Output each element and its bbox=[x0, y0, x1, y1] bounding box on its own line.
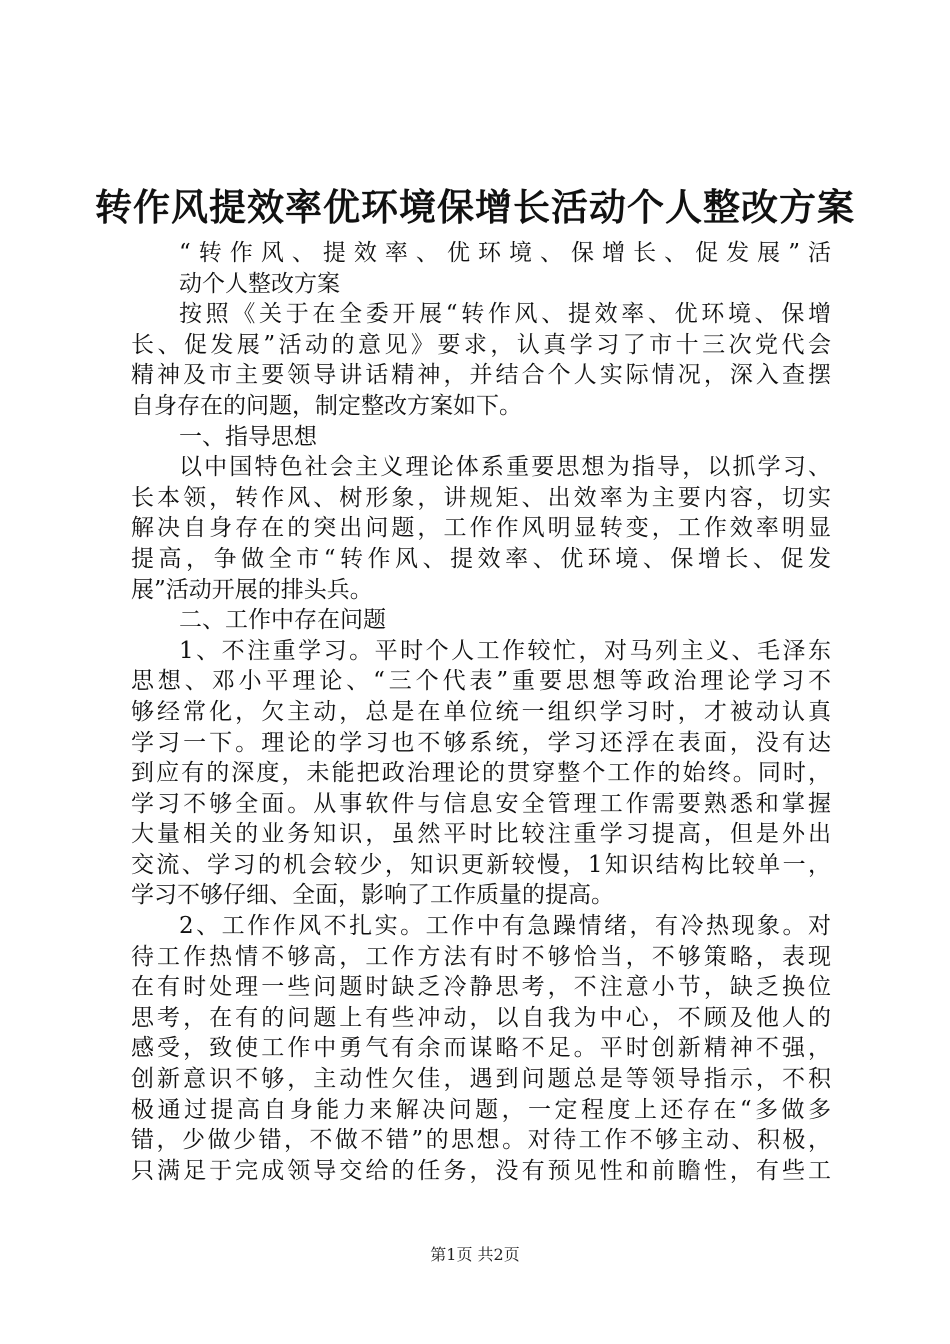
document-title: 转作风提效率优环境保增长活动个人整改方案 bbox=[95, 185, 855, 229]
text-line: 自身存在的问题，制定整改方案如下。 bbox=[131, 392, 522, 419]
section-heading: 二、工作中存在问题 bbox=[179, 607, 386, 634]
text-line: 够经常化，欠主动，总是在单位统一组织学习时，才被动认真 bbox=[131, 698, 831, 725]
text-line: 按照《关于在全委开展“转作风、提效率、优环境、保增 bbox=[179, 301, 831, 328]
text-line: 感受，致使工作中勇气有余而谋略不足。平时创新精神不强， bbox=[131, 1035, 831, 1062]
text-line: 1、不注重学习。平时个人工作较忙，对马列主义、毛泽东 bbox=[179, 637, 831, 664]
text-line: 错，少做少错，不做不错”的思想。对待工作不够主动、积极， bbox=[131, 1127, 831, 1154]
text-line: 2、工作作风不扎实。工作中有急躁情绪，有冷热现象。对 bbox=[179, 913, 831, 940]
text-line: 待工作热情不够高，工作方法有时不够恰当，不够策略，表现 bbox=[131, 943, 831, 970]
text-line: 思考，在有的问题上有些冲动，以自我为中心，不顾及他人的 bbox=[131, 1004, 831, 1031]
text-line: 只满足于完成领导交给的任务，没有预见性和前瞻性，有些工 bbox=[131, 1157, 831, 1184]
text-line: 提高，争做全市“转作风、提效率、优环境、保增长、促发 bbox=[131, 545, 831, 572]
text-line: “转作风、提效率、优环境、保增长、促发展”活 bbox=[179, 240, 831, 266]
text-line: 思想、邓小平理论、“三个代表”重要思想等政治理论学习不 bbox=[131, 668, 831, 695]
text-line: 动个人整改方案 bbox=[179, 270, 340, 297]
text-line: 在有时处理一些问题时缺乏冷静思考，不注意小节，缺乏换位 bbox=[131, 974, 831, 1001]
text-line: 学习一下。理论的学习也不够系统，学习还浮在表面，没有达 bbox=[131, 729, 831, 756]
text-line: 交流、学习的机会较少，知识更新较慢，1知识结构比较单一， bbox=[131, 851, 831, 878]
text-line: 以中国特色社会主义理论体系重要思想为指导，以抓学习、 bbox=[179, 454, 831, 481]
section-heading: 一、指导思想 bbox=[179, 423, 317, 450]
text-line: 学习不够全面。从事软件与信息安全管理工作需要熟悉和掌握 bbox=[131, 790, 831, 817]
text-line: 大量相关的业务知识，虽然平时比较注重学习提高，但是外出 bbox=[131, 821, 831, 848]
text-line: 学习不够仔细、全面，影响了工作质量的提高。 bbox=[131, 882, 614, 909]
text-line: 展”活动开展的排头兵。 bbox=[131, 576, 373, 603]
text-line: 精神及市主要领导讲话精神，并结合个人实际情况，深入查摆 bbox=[131, 362, 831, 389]
text-line: 创新意识不够，主动性欠佳，遇到问题总是等领导指示，不积 bbox=[131, 1066, 831, 1093]
page-number-footer: 第1页 共2页 bbox=[430, 1245, 520, 1264]
text-line: 长、促发展”活动的意见》要求，认真学习了市十三次党代会 bbox=[131, 331, 831, 358]
document-body bbox=[131, 238, 831, 1186]
text-line: 解决自身存在的突出问题，工作作风明显转变，工作效率明显 bbox=[131, 515, 831, 542]
text-line: 长本领，转作风、树形象，讲规矩、出效率为主要内容，切实 bbox=[131, 484, 831, 511]
text-line: 到应有的深度，未能把政治理论的贯穿整个工作的始终。同时， bbox=[131, 760, 831, 787]
text-line: 极通过提高自身能力来解决问题，一定程度上还存在“多做多 bbox=[131, 1096, 831, 1123]
